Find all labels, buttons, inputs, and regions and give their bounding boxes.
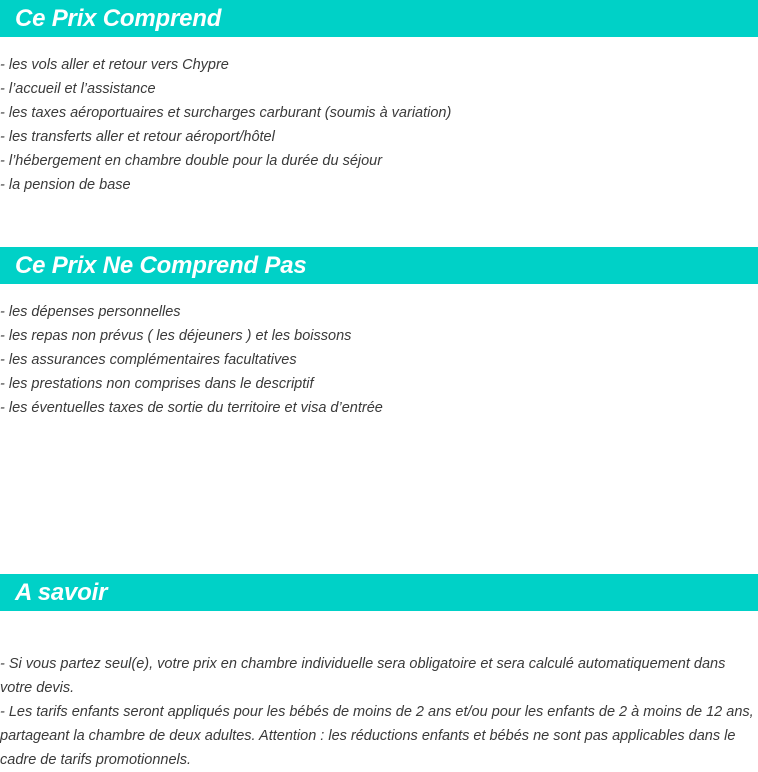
not-included-item: - les assurances complémentaires facultatives (0, 352, 297, 368)
to-know-text (0, 652, 756, 772)
included-item: - les transferts aller et retour aéroport/hôtel (0, 129, 275, 145)
section-title-included: Ce Prix Comprend (15, 4, 222, 32)
included-item: - les taxes aéroportuaires et surcharges carburant (soumis à variation) (0, 105, 452, 121)
section-header-to-know (0, 574, 758, 611)
included-item: - les vols aller et retour vers Chypre (0, 57, 229, 73)
not-included-list (0, 300, 383, 420)
section-header-not-included (0, 247, 758, 284)
not-included-item: - les repas non prévus ( les déjeuners ) et les boissons (0, 328, 352, 344)
included-item: - l’accueil et l’assistance (0, 81, 156, 97)
to-know-paragraph: - Les tarifs enfants seront appliqués pour les bébés de moins de 2 ans et/ou pour les enfants de 2 à moins de 12 ans, partageant la chambre de deux adultes. Attention : les réductions enfants et bébés ne sont pas applicables dans le cadre de tarifs promotionnels. (0, 704, 754, 768)
included-item: - la pension de base (0, 177, 131, 193)
section-header-included (0, 0, 758, 37)
to-know-paragraph: - Si vous partez seul(e), votre prix en chambre individuelle sera obligatoire et sera calculé automatiquement dans votre devis. (0, 656, 726, 696)
not-included-item: - les prestations non comprises dans le descriptif (0, 376, 314, 392)
included-list (0, 53, 451, 197)
included-item: - l’hébergement en chambre double pour la durée du séjour (0, 153, 383, 169)
section-title-to-know: A savoir (15, 578, 108, 606)
not-included-item: - les dépenses personnelles (0, 304, 181, 320)
not-included-item: - les éventuelles taxes de sortie du territoire et visa d’entrée (0, 400, 383, 416)
section-title-not-included: Ce Prix Ne Comprend Pas (15, 251, 307, 279)
